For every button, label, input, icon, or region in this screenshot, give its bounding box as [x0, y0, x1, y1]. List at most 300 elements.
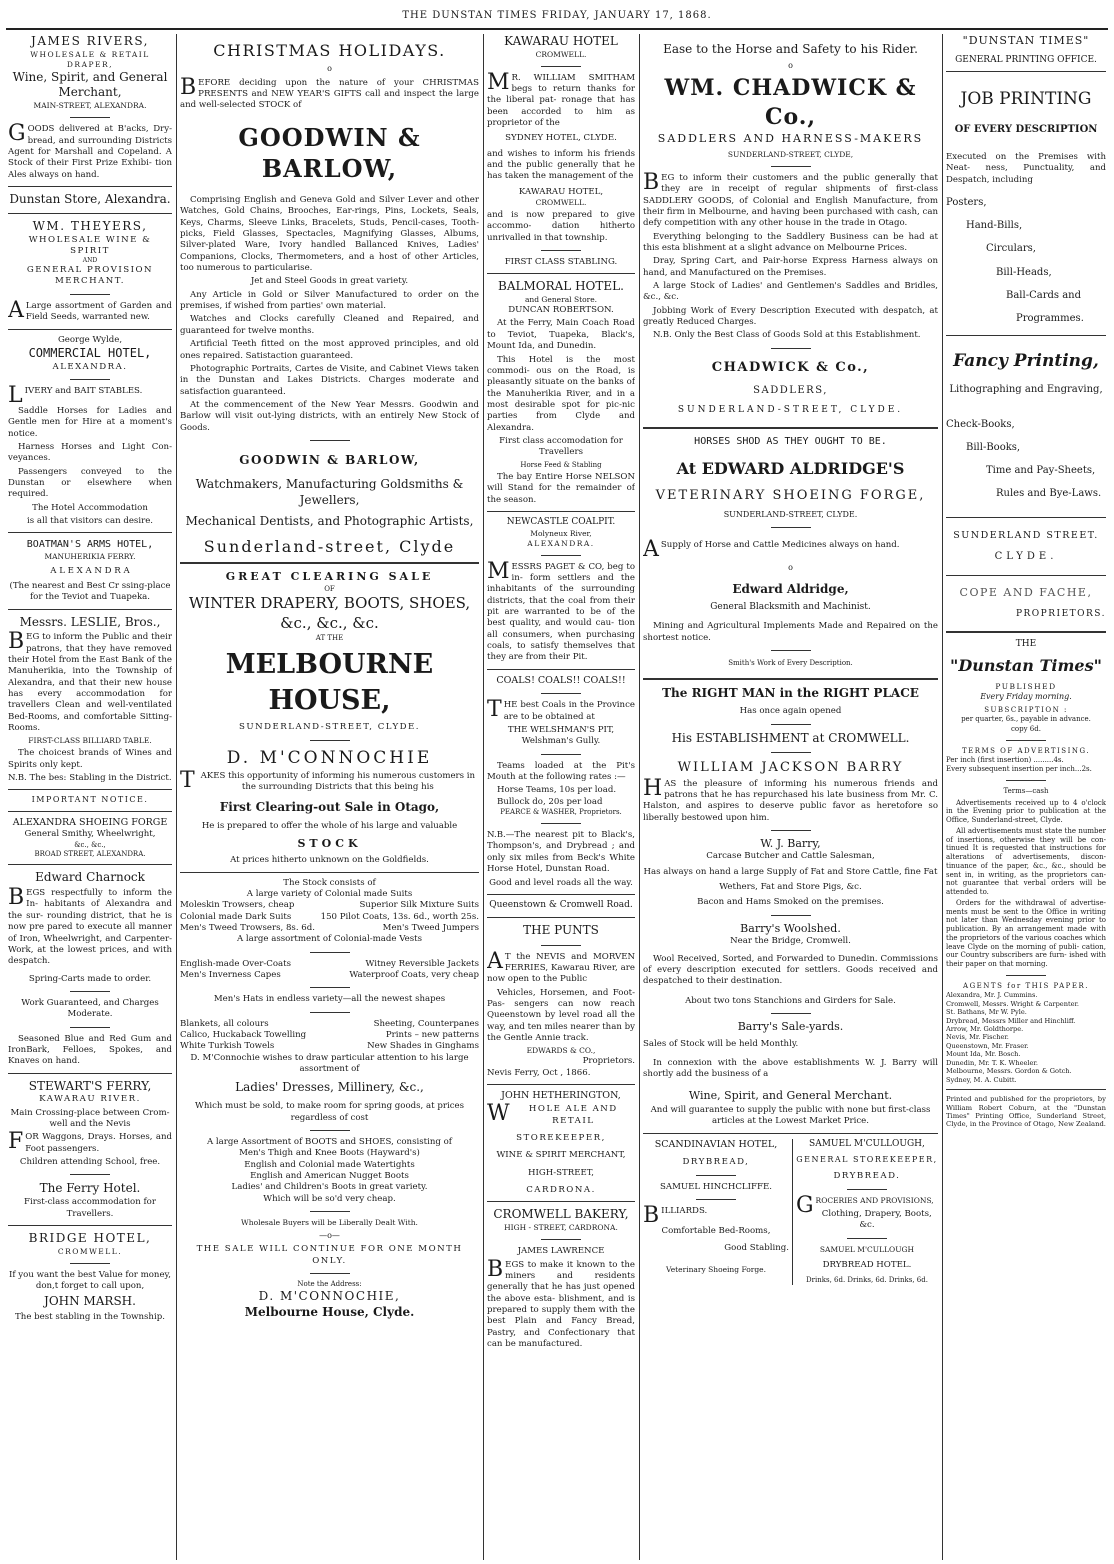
ad-body: Large assortment of Garden and Field Seeds, warranted new.	[25, 300, 172, 323]
ad-line: GENERAL PRINTING OFFICE.	[955, 54, 1097, 65]
divider	[696, 1175, 736, 1176]
stock-item: Calico, Huckaback Towelling	[180, 1030, 307, 1041]
drop-cap: M	[487, 69, 510, 95]
ad-body: Main Crossing-place between Crom- well and the Nevis	[10, 1107, 170, 1130]
divider	[1006, 780, 1046, 781]
ad-body: ILLIARDS.	[661, 1206, 708, 1217]
ad-title: The Ferry Hotel.	[39, 1181, 141, 1196]
ad-line: KAWARAU HOTEL,	[518, 186, 604, 197]
ad-dunstan-store	[8, 192, 172, 324]
ad-line: SAMUEL M'CULLOUGH	[819, 1244, 915, 1254]
divider	[8, 1073, 172, 1074]
ad-line: Wine, Spirit, and General	[12, 69, 168, 84]
ad-line: SUNDERLAND STREET.	[953, 529, 1099, 541]
divider	[310, 740, 350, 741]
ad-line: Drinks, 6d. Drinks, 6d. Drinks, 6d.	[806, 1275, 928, 1284]
job-printing-list	[946, 196, 1106, 325]
page-header-title: THE DUNSTAN TIMES FRIDAY, JANUARY 17, 1868.	[402, 10, 712, 21]
ad-title: CROMWELL BAKERY,	[493, 1207, 629, 1222]
ad-line: Has once again opened	[739, 706, 842, 717]
divider	[946, 517, 1106, 518]
divider	[8, 1225, 172, 1226]
ad-line: MANUHERIKIA FERRY.	[44, 551, 136, 561]
ad-line: Ladies' Dresses, Millinery, &c.,	[235, 1080, 424, 1095]
ad-body: Children attending School, free.	[19, 1157, 161, 1168]
divider	[310, 1211, 350, 1212]
ad-line: FIRST CLASS STABLING.	[504, 257, 618, 268]
imprint: Printed and published for the proprietors, by William Robert Coburn, at the "Dunstan Times" Printing Office, Sunderland Street, Clyde, in the Province of Otago, New Zealand.	[946, 1095, 1106, 1129]
ad-line: First-class accommodation for	[24, 1197, 156, 1208]
ad-james-rivers	[8, 34, 172, 181]
divider	[771, 348, 811, 349]
ad-line: Molyneux River,	[530, 528, 592, 538]
divider	[771, 830, 811, 831]
list-item: Dunedin, Mr. T. K. Wheeler.	[946, 1058, 1038, 1067]
ad-body: Any Article in Gold or Silver Manufactured to order on the premises, if wished from parties' own material.	[180, 289, 479, 312]
header-rule	[6, 28, 1108, 30]
stock-row	[180, 959, 479, 970]
ad-body: and is now prepared to give accommo- dation hitherto unrivalled in that township.	[487, 210, 635, 243]
drop-cap: B	[487, 1256, 504, 1282]
ad-title: Ease to the Horse and Safety to his Rider.	[663, 42, 918, 56]
ad-body: Artificial Teeth fitted on the most approved principles, and old ones repaired. Satistaction guaranteed.	[180, 339, 479, 361]
stock-row	[180, 923, 479, 934]
ad-title: BOATMAN'S ARMS HOTEL,	[26, 539, 154, 551]
ad-line: WINE & SPIRIT MERCHANT,	[496, 1150, 626, 1161]
ad-line: DRYBREAD HOTEL.	[822, 1260, 912, 1271]
ad-line: Bullock do, 20s per load	[497, 796, 603, 807]
ad-title: NEWCASTLE COALPIT.	[506, 516, 616, 527]
ad-line: HIGH-STREET,	[528, 1167, 594, 1178]
ad-line: Men's Hats in endless variety—all the newest shapes	[213, 994, 446, 1005]
ad-line: WHOLESALE & RETAIL DRAPER,	[30, 49, 150, 69]
sale-title: GREAT CLEARING SALE	[225, 570, 434, 584]
column-rule-3	[639, 34, 640, 1560]
ad-body: HOLE ALE AND RETAIL	[528, 1104, 618, 1126]
ad-body: N.B. The bes: Stabling in the District.	[8, 773, 172, 784]
ad-line: THE WELSHMAN'S PIT,	[507, 724, 615, 735]
ad-line: Travellers.	[66, 1208, 114, 1219]
ad-title: Edward Charnock	[35, 870, 145, 885]
drop-cap: W	[487, 1101, 510, 1127]
ad-line: Men's Thigh and Knee Boots (Hayward's)	[239, 1148, 420, 1159]
divider	[946, 71, 1106, 72]
divider	[487, 917, 635, 918]
ad-body: If you want the best Value for money, don,t forget to call upon,	[8, 1269, 171, 1292]
drop-cap: B	[8, 629, 25, 655]
stock-row	[180, 1041, 479, 1052]
divider	[847, 1189, 887, 1190]
divider	[847, 1238, 887, 1239]
divider	[771, 915, 811, 916]
ornament: o	[327, 64, 332, 74]
ad-body: The Hotel Accommodation	[32, 502, 148, 513]
ad-line: DUNCAN ROBERTSON.	[508, 305, 614, 316]
drop-cap: A	[487, 948, 503, 974]
ad-line: and General Store.	[524, 295, 598, 305]
ad-kawarau-hotel	[487, 34, 635, 268]
list-item: Programmes.	[1016, 312, 1084, 324]
ad-title: HORSES SHOD AS THEY OUGHT TO BE.	[694, 435, 887, 447]
agents-list	[946, 991, 1106, 1084]
ad-line: Merchant,	[58, 85, 122, 100]
divider	[487, 1201, 635, 1202]
ad-line: A large assortment of Colonial-made Vests	[236, 934, 423, 945]
ad-line: THE	[1015, 638, 1037, 649]
ad-line: SYDNEY HOTEL, CLYDE.	[505, 133, 617, 144]
ad-line: George Wylde,	[57, 334, 123, 345]
ad-body: Passengers conveyed to the Dunstan or elsewhere when required.	[8, 466, 172, 500]
column-rule-1	[176, 34, 177, 1560]
ad-line: SAMUEL HINCHCLIFFE.	[660, 1181, 772, 1192]
ad-title: SAMUEL M'CULLOUGH,	[809, 1138, 925, 1149]
ad-body: AS the pleasure of informing his numerous friends and patrons that he has repurchased his late business from Mr. C. Halston, and aspires to deserve public favor as heretofore so liberally bestowed upon him.	[643, 778, 938, 823]
drop-cap: T	[180, 767, 195, 793]
ad-body: IVERY and BAIT STABLES.	[24, 386, 143, 397]
list-item: Melbourne, Messrs. Gordon & Gotch.	[946, 1067, 1072, 1076]
divider	[8, 329, 172, 330]
firm-name: WM. CHADWICK & Co.,	[664, 75, 917, 131]
ad-line: Watchmakers, Manufacturing Goldsmiths & Jewellers,	[195, 476, 464, 507]
ad-boatmans-arms	[8, 538, 172, 603]
divider	[310, 987, 350, 988]
ad-title: THE PUNTS	[523, 922, 599, 937]
ad-newcastle-coalpit	[487, 517, 635, 664]
ad-line: KAWARAU RIVER.	[39, 1094, 141, 1105]
ad-body: All advertisements must state the number of insertions, otherwise they will be con- tinued It is requested that instructions for alterations of advertisements, discon- tinuance of the paper, &c., &c., should be sent in, in writing, as the proprietors can- not guarantee that verbal orders will be attended to.	[946, 826, 1106, 897]
ad-body: In connexion with the above establishments W. J. Barry will shortly add the business of a	[643, 1057, 938, 1080]
divider	[8, 213, 172, 214]
divider	[8, 864, 172, 865]
ad-body: At the Ferry, Main Coach Road to Teviot, Tuapeka, Black's, Mount Ida, and Dunedin.	[487, 318, 635, 352]
ad-line: STOCK	[297, 836, 362, 850]
ad-line: A large Assortment of BOOTS and SHOES, consisting of	[206, 1136, 452, 1147]
list-item: St. Bathans, Mr W. Pyle.	[946, 1008, 1027, 1017]
ad-body: T the NEVIS and MORVEN FERRIES, Kawarau River, are now open to the Public	[487, 951, 635, 985]
list-item: Mount Ida, Mr. Bosch.	[946, 1050, 1021, 1059]
ad-line: A L E X A N D R A	[50, 565, 130, 576]
divider	[946, 1089, 1106, 1090]
ad-line: Every subsequent insertion per inch...2s.	[946, 765, 1092, 774]
ad-line: General Smithy, Wheelwright,	[24, 829, 156, 840]
ad-line: DRYBREAD,	[682, 1157, 750, 1168]
ad-title: Barry's Sale-yards.	[737, 1020, 844, 1034]
column-4	[643, 34, 938, 1560]
ad-line: WM. THEYERS,	[32, 218, 148, 233]
ad-line: JAMES LAWRENCE	[517, 1246, 605, 1257]
ad-body: HE best Coals in the Province are to be obtained at	[503, 700, 635, 722]
ad-line: Wine, Spirit, and General Merchant.	[688, 1088, 893, 1102]
drop-cap: B	[8, 885, 25, 911]
ad-title: WILLIAM JACKSON BARRY	[677, 760, 904, 776]
divider	[541, 250, 581, 251]
ad-title: CHRISTMAS HOLIDAYS.	[213, 41, 446, 60]
divider	[310, 1012, 350, 1013]
ad-title: Barry's Woolshed.	[740, 921, 841, 935]
list-item: Bill-Books,	[966, 441, 1021, 453]
stock-item: English-made Over-Coats	[180, 958, 291, 969]
divider	[70, 379, 110, 380]
ad-coals	[487, 675, 635, 889]
divider	[541, 823, 581, 824]
ad-title: The RIGHT MAN in the RIGHT PLACE	[662, 686, 919, 701]
ad-body: EG to inform their customers and the public generally that they are in receipt of regular shipments of first-class SADDLERY GOODS, of Colonial and English Manufacture, from their firm in Melbourne, and having been purchased with cash, can defy competition with any other house in the trade in Otago.	[643, 172, 938, 229]
ad-line: BROAD STREET, ALEXANDRA.	[34, 850, 146, 859]
ad-line: COPE AND FACHE,	[959, 586, 1093, 600]
ad-line: Mechanical Dentists, and Photographic Artists,	[185, 514, 474, 529]
ad-line: CROMWELL.	[535, 198, 587, 208]
list-item: Arrow, Mr. Goldthorpe.	[946, 1024, 1024, 1033]
ad-line: CLYDE.	[994, 551, 1058, 563]
ad-scandinavian-hotel	[643, 1139, 793, 1285]
divider	[946, 631, 1106, 633]
divider	[487, 1084, 635, 1085]
ad-body: ESSRS PAGET & CO, beg to in- form settlers and the inhabitants of the surrounding districts, that the coal from their pit are warranted to be of the best quality, and would cau- tion all consumers, when purchasing coals, to satisfy themselves that they are from their Pit.	[487, 561, 635, 663]
ad-line: OF EVERY DESCRIPTION	[954, 123, 1098, 135]
stock-item: 150 Pilot Coats, 13s. 6d., worth 25s.	[320, 911, 479, 922]
ad-body: N.B. Only the Best Class of Goods Sold at this Establishment.	[653, 330, 921, 341]
ad-line: CARDRONA.	[526, 1185, 596, 1196]
list-item: Drybread, Messrs Miller and Hinchliff.	[946, 1016, 1076, 1025]
ad-body: Horse Feed & Stabling	[520, 460, 602, 469]
divider	[1006, 975, 1046, 976]
divider	[70, 1174, 110, 1175]
ad-line: Welshman's Gully.	[521, 736, 601, 747]
list-item: Alexandra, Mr. J. Cummins.	[946, 991, 1038, 1000]
list-item: Cromwell, Messrs. Wright & Carpenter.	[946, 999, 1080, 1008]
drop-cap: L	[8, 383, 23, 409]
stock-list-linens	[180, 1019, 479, 1053]
list-item: Check-Books,	[946, 418, 1015, 430]
stock-item: New Shades in Ginghams	[367, 1041, 479, 1052]
ad-line: WINTER DRAPERY, BOOTS, SHOES,	[188, 594, 471, 613]
ad-body: Advertisements received up to 4 o'clock in the Evening prior to publication at the Office, Sunderland-street, Clyde.	[946, 798, 1106, 825]
ad-body: EGS to make it known to the miners and residents generally that he has just opened the above esta- blishment, and is prepared to supply them with the best Plain and Fancy Bread, Pastry, and Confectionary that can be manufactured.	[487, 1259, 635, 1349]
stock-row	[180, 900, 479, 911]
ad-line: SADDLERS,	[753, 384, 828, 396]
ad-line: SUNDERLAND-STREET, CLYDE,	[727, 149, 854, 159]
ornament: o	[788, 60, 793, 70]
ad-title: SCANDINAVIAN HOTEL,	[654, 1138, 778, 1150]
ad-body: OR Waggons, Drays. Horses, and Foot passengers.	[25, 1132, 172, 1154]
ad-body: Work Guaranteed, and Charges Moderate.	[21, 997, 159, 1020]
ad-line: HIGH - STREET, CARDRONA.	[504, 1223, 618, 1233]
ad-line: Sunderland-street, Clyde	[203, 537, 456, 557]
drop-cap: A	[8, 297, 24, 323]
firm-name: GOODWIN & BARLOW,	[238, 122, 421, 184]
ad-title: "DUNSTAN TIMES"	[962, 34, 1090, 47]
divider	[643, 427, 938, 429]
divider	[946, 575, 1106, 576]
divider	[771, 166, 811, 167]
ad-title: Queenstown & Cromwell Road.	[489, 899, 633, 910]
list-item: Queenstown, Mr. Fraser.	[946, 1041, 1029, 1050]
ad-body: This Hotel is the most commodi- ous on the Road, is pleasantly situate on the banks of the Manuherikia River, and in a most desirable spot for pic-nic parties from Clyde and Alexandra.	[487, 354, 635, 433]
ad-the-punts	[487, 923, 635, 1079]
ad-body: OODS delivered at B'acks, Dry- bread, and surrounding Districts Agent for Marshall and Copeland. A Stock of their First Prize Exhibi- tion Ales always on hand.	[8, 124, 172, 180]
divider	[8, 811, 172, 812]
ad-title: COMMERCIAL HOTEL,	[28, 345, 152, 360]
ad-title: ALEXANDRA SHOEING FORGE	[12, 816, 168, 828]
stock-row	[180, 1019, 479, 1030]
ad-body: (The nearest and Best Cr ssing-place for the Teviot and Tuapeka.	[9, 580, 171, 603]
ad-body: EG to inform the Public and their patrons, that they have removed their Hotel from the East Bank of the Manuherikia, into the Township of Alexandra, and that their new house has every accommodation for travellers Clean and well-ventilated Bed-Rooms, and comfortable Sitting-Rooms.	[8, 632, 172, 734]
column-rule-4	[942, 34, 943, 1560]
ad-line: SADDLERS AND HARNESS-MAKERS	[657, 132, 924, 146]
ad-body: is all that visitors can desire.	[26, 516, 154, 527]
ad-line: VETERINARY SHOEING FORGE,	[655, 488, 926, 504]
stock-list-suits	[180, 900, 479, 934]
drop-cap: B	[180, 74, 197, 100]
ad-body: Watches and Clocks carefully Cleaned and Repaired, and guaranteed for twelve months.	[180, 314, 479, 336]
ad-line: Every Friday morning.	[980, 691, 1072, 701]
divider	[541, 66, 581, 67]
ornament: —o—	[319, 1230, 340, 1240]
ad-line: JOHN MARSH.	[44, 1294, 136, 1309]
ad-body: Photographic Portraits, Cartes de Visite, and Cabinet Views taken in the Dunstan and Lakes Districts. Charges moderate and satisfaction guaranteed.	[180, 363, 479, 397]
ad-body: FIRST-CLASS BILLIARD TABLE.	[28, 736, 152, 746]
ad-title: KAWARAU HOTEL	[504, 34, 618, 48]
ad-body: At the commencement of the New Year Messrs. Goodwin and Barlow will visit out-lying districts, with an entirely New Stock of Goods.	[180, 399, 479, 433]
ad-line: General Blacksmith and Machinist.	[710, 601, 871, 612]
ad-line: Wholesale Buyers will be Liberally Dealt With.	[241, 1218, 418, 1228]
ad-line: MAIN-STREET, ALEXANDRA.	[33, 101, 147, 111]
ad-line: AGENTS for THIS PAPER.	[963, 981, 1089, 990]
divider	[771, 752, 811, 753]
ad-charnock	[8, 870, 172, 1067]
divider	[487, 669, 635, 670]
ad-line: The Stock consists of	[283, 877, 376, 888]
ad-title: BALMORAL HOTEL.	[498, 279, 624, 294]
ad-body: Seasoned Blue and Red Gum and IronBark, Felloes, Spokes, and Knaves on hand.	[8, 1033, 172, 1067]
divider	[487, 511, 635, 512]
divider	[541, 555, 581, 556]
ad-line: Has always on hand a large Supply of Fat and Store Cattle, fine Fat	[643, 866, 938, 877]
divider	[946, 335, 1106, 336]
divider	[1006, 740, 1046, 741]
firm-name: At EDWARD ALDRIDGE'S	[676, 459, 905, 479]
stock-item: Blankets, all colours	[180, 1018, 269, 1029]
ad-body: Dray, Spring Cart, and Pair-horse Express Harness always on hand, and Manufactured on the Premises.	[643, 256, 938, 278]
divider	[771, 724, 811, 725]
ad-line: Melbourne House, Clyde.	[244, 1305, 415, 1320]
ad-line: Carcase Butcher and Cattle Salesman,	[706, 851, 875, 862]
ad-body: The bay Entire Horse NELSON will Stand for the remainder of the season.	[487, 471, 635, 505]
divider	[70, 117, 110, 118]
drop-cap: T	[487, 697, 502, 723]
stock-item: Men's Tweed Trowsers, 8s. 6d.	[180, 923, 315, 934]
ad-body: The best stabling in the Township.	[15, 1312, 165, 1323]
stock-row	[180, 970, 479, 981]
list-item: Hand-Bills,	[966, 220, 1023, 232]
ad-line: SUNDERLAND-STREET, CLYDE.	[238, 722, 421, 733]
divider	[70, 1027, 110, 1028]
ad-line: PROPRIETORS.	[1015, 608, 1106, 619]
ad-body: Spring-Carts made to order.	[28, 973, 152, 984]
ad-line: Per inch (first insertion) .........4s.	[946, 756, 1064, 765]
ad-line: WHOLESALE WINE & SPIRIT	[28, 234, 152, 256]
ad-body: First class accomodation for Travellers	[499, 435, 623, 458]
drop-cap: H	[643, 775, 663, 801]
ad-title: Fancy Printing,	[953, 351, 1099, 372]
ad-body: Supply of Horse and Cattle Medicines always on hand.	[660, 539, 900, 550]
firm-name: MELBOURNE HOUSE,	[225, 648, 434, 716]
ad-line: PUBLISHED	[995, 681, 1057, 691]
ornament: o	[788, 563, 793, 573]
ad-body: EFORE deciding upon the nature of your CHRISTMAS PRESENTS and NEW YEAR'S GIFTS call and inspect the large and well-selected STOCK of	[180, 77, 479, 111]
stock-item: Men's Inverness Capes	[180, 970, 281, 981]
masthead: "Dunstan Times"	[950, 655, 1102, 675]
ad-line: &c., &c., &c.	[280, 613, 379, 632]
ad-body: Mining and Agricultural Implements Made and Repaired on the shortest notice.	[643, 621, 938, 643]
ad-line: GENERAL PROVISION	[26, 265, 154, 276]
list-item: Bill-Heads,	[996, 266, 1052, 278]
ad-line: D. M'Connochie wishes to draw particular attention to his large assortment of	[190, 1052, 469, 1075]
ad-bridge-hotel	[8, 1231, 172, 1324]
ad-body: And will guarantee to supply the public with none but first-class articles at the Lowest Market Price.	[650, 1105, 931, 1127]
divider	[541, 754, 581, 755]
ad-line: STOREKEEPER,	[516, 1133, 606, 1144]
ad-line: MERCHANT.	[54, 276, 126, 287]
divider	[310, 952, 350, 953]
ad-title: JAMES RIVERS,	[31, 34, 149, 48]
ad-stewarts-ferry	[8, 1079, 172, 1220]
ad-body: N.B.—The nearest pit to Black's, Thompson's, and Drybread ; and only six miles from Beck's White Horse Hotel, Dunstan Road.	[487, 830, 635, 875]
ad-line: GENERAL STOREKEEPER,	[796, 1154, 938, 1164]
ad-line: Proprietors.	[582, 1056, 635, 1067]
divider	[180, 562, 479, 564]
divider	[8, 532, 172, 533]
stock-item: Men's Tweed Jumpers	[382, 923, 479, 934]
ad-line: Horse Teams, 10s per load.	[497, 785, 617, 796]
list-item: Time and Pay-Sheets,	[986, 465, 1096, 477]
ad-line: SUBSCRIPTION :	[984, 706, 1068, 715]
divider	[771, 527, 811, 528]
ad-body: Executed on the Premises with Neat- ness, Punctuality, and Despatch, including	[946, 152, 1106, 185]
stock-item: Superior Silk Mixture Suits	[359, 900, 479, 911]
ad-body: Teams loaded at the Pit's Mouth at the following rates :—	[487, 760, 635, 782]
divider	[696, 1199, 736, 1200]
divider	[70, 294, 110, 295]
ad-line: English and American Nugget Boots	[250, 1171, 409, 1182]
ad-line: SUNDERLAND-STREET, CLYDE.	[677, 405, 904, 415]
divider	[541, 945, 581, 946]
ad-body: Jobbing Work of Every Description Executed with despatch, at greatly Reduced Charges.	[643, 305, 938, 327]
ad-title: JOB PRINTING	[960, 89, 1092, 110]
ad-line: Smith's Work of Every Description.	[728, 659, 853, 668]
ad-line: Veterinary Shoeing Forge.	[666, 1264, 766, 1274]
fancy-printing-list	[946, 418, 1106, 501]
drop-cap: G	[8, 121, 26, 147]
ad-body: The choicest brands of Wines and Spirits only kept.	[8, 748, 172, 770]
stock-item: Colonial made Dark Suits	[180, 911, 292, 922]
ad-body: Everything belonging to the Saddlery Business can be had at this esta blishment at a slight advance on Melbourne Prices.	[643, 231, 938, 253]
stock-item: Witney Reversible Jackets	[365, 958, 479, 969]
ad-title: IMPORTANT NOTICE.	[31, 795, 149, 805]
ad-line: ALEXANDRA.	[52, 361, 128, 372]
ad-body: and wishes to inform his friends and the public generally that he has taken the management of the	[487, 148, 635, 182]
ad-title: W. J. Barry,	[760, 836, 821, 850]
ad-line: Terms—cash	[1003, 787, 1049, 796]
ad-line: ALEXANDRA.	[527, 538, 595, 548]
list-item: Rules and Bye-Laws.	[996, 488, 1102, 500]
ad-balmoral-hotel	[487, 279, 635, 505]
ad-body: Good and level roads all the way.	[489, 877, 633, 888]
ad-body: Harness Horses and Light Con- veyances.	[8, 442, 172, 464]
divider	[541, 1239, 581, 1240]
ad-line: About two tons Stanchions and Girders for Sale.	[685, 995, 896, 1006]
ad-title: COALS! COALS!! COALS!!	[496, 674, 626, 686]
